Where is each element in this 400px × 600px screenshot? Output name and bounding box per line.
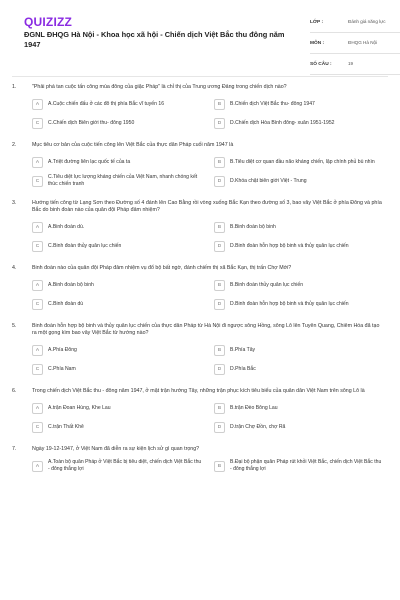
worksheet-title: ĐGNL ĐHQG Hà Nội - Khoa học xã hội - Chiến dịch Việt Bắc thu đông năm 1947 [24,30,285,49]
answer-option[interactable] [32,174,202,188]
option-letter-badge: A [32,157,43,168]
option-text: A.Binh đoàn bộ binh [48,281,94,288]
question-stem [12,142,388,149]
answer-option[interactable] [214,297,384,311]
option-text: C.Binh đoàn thủy quân lục chiến [48,242,122,249]
option-text: A.Cuộc chiến đấu ở các đô thị phía Bắc vĩ tuyến 16 [48,100,165,107]
answer-option[interactable] [214,401,384,415]
question-number: 3. [12,200,17,206]
question-item [12,446,388,473]
option-text: B.Binh đoàn thủy quân lục chiến [230,281,304,288]
question-number: 7. [12,446,17,452]
question-text: "Phải phá tan cuộc tấn công mùa đông của giặc Pháp" là chỉ thị của Trung ương Đảng trong chiến dịch nào? [32,84,287,90]
option-letter-badge: A [32,222,43,233]
question-number: 4. [12,265,17,271]
option-text: B.Tiêu diệt cơ quan đầu não kháng chiến, lập chính phủ bù nhìn [230,158,375,165]
answer-options [32,343,384,376]
answer-option[interactable] [32,420,202,434]
option-letter-badge: C [32,422,43,433]
question-item [12,388,388,434]
answer-options [32,401,384,434]
option-letter-badge: B [214,403,225,414]
option-text: A.Toàn bộ quân Pháp ở Việt Bắc bị tiêu diệt, chiến dịch Việt Bắc thu - đông thắng lợi [48,459,202,472]
meta-label: LỚP : [310,19,324,25]
answer-option[interactable] [32,97,202,111]
question-text: Hướng tiến công từ Lạng Sơn theo Đường số 4 đánh lên Cao Bằng rồi vòng xuống Bắc Kạn theo đường số 3, bao vây Việt Bắc ở phía Đông và phía Bắc do binh đoàn nào của quân đội Pháp đảm nhiệm? [32,200,382,213]
answer-options [32,278,384,311]
answer-option[interactable] [32,239,202,253]
answer-option[interactable] [32,362,202,376]
option-letter-badge: B [214,222,225,233]
option-text: C.Chiến dịch Biên giới thu- đông 1950 [48,119,135,126]
question-stem [12,200,388,214]
option-text: A.Triệt đường liên lạc quốc tế của ta [48,158,131,165]
question-text: Binh đoàn hỗn hợp bộ binh và thủy quân lục chiến của thực dân Pháp từ Hà Nội đi ngược sông Hồng, sông Lô lên Tuyên Quang, Chiêm Hóa đã tạo ra một gọng kìm bao vây Việt Bắc từ hướng nào? [32,323,380,336]
option-letter-badge: D [214,176,225,187]
question-text: Trong chiến dịch Việt Bắc thu - đông năm 1947, ở mặt trận hướng Tây, những trận phục kích tiêu biểu của quân dân Việt Nam trên sông Lô là [32,388,365,394]
option-text: B.Phía Tây [230,346,256,353]
option-letter-badge: B [214,461,225,472]
answer-option[interactable] [214,97,384,111]
answer-option[interactable] [32,401,202,415]
option-letter-badge: B [214,99,225,110]
meta-value: Đánh giá năng lực [348,19,386,24]
option-text: D.Chiến dịch Hòa Bình đông- xuân 1951-1952 [230,119,335,126]
option-letter-badge: D [214,364,225,375]
question-stem [12,446,388,453]
answer-option[interactable] [214,459,384,473]
option-letter-badge: C [32,176,43,187]
question-text: Ngày 19-12-1947, ở Việt Nam đã diễn ra sự kiện lịch sử gì quan trọng? [32,446,200,452]
option-letter-badge: C [32,118,43,129]
meta-value: ĐHQG Hà Nội [348,40,378,45]
worksheet-header [12,0,388,72]
answer-option[interactable] [32,278,202,292]
option-text: A.Phía Đông [48,346,77,353]
answer-option[interactable] [32,343,202,357]
answer-option[interactable] [214,420,384,434]
meta-row-subject [310,33,400,54]
answer-option[interactable] [214,278,384,292]
option-text: C.Tiêu diệt lực lượng kháng chiến của Việt Nam, nhanh chóng kết thúc chiến tranh [48,174,198,187]
question-text: Binh đoàn nào của quân đội Pháp đảm nhiệm vụ đổ bộ bất ngờ, đánh chiếm thị xã Bắc Kạn, thị trấn Chợ Mới? [32,265,292,271]
option-text: C.Binh đoàn dù [48,300,84,307]
question-item [12,265,388,311]
question-stem [12,84,388,91]
option-text: C.trận Thất Khê [48,423,84,430]
question-number: 1. [12,84,17,90]
option-text: B.Binh đoàn bộ binh [230,223,276,230]
answer-option[interactable] [32,116,202,130]
option-letter-badge: D [214,241,225,252]
question-item [12,323,388,376]
answer-option[interactable] [214,116,384,130]
option-text: D.Binh đoàn hỗn hợp bộ binh và thủy quân lục chiến [230,300,349,307]
question-item [12,84,388,130]
answer-option[interactable] [214,220,384,234]
option-letter-badge: C [32,299,43,310]
answer-option[interactable] [214,155,384,169]
option-text: D.trận Chợ Đồn, chợ Rã [230,423,286,430]
option-text: D.Binh đoàn hỗn hợp bộ binh và thủy quân lục chiến [230,242,349,249]
header-divider [12,76,388,77]
answer-option[interactable] [214,174,384,188]
option-letter-badge: D [214,422,225,433]
question-number: 2. [12,142,17,148]
option-letter-badge: C [32,241,43,252]
question-stem [12,323,388,337]
option-letter-badge: A [32,99,43,110]
option-letter-badge: A [32,280,43,291]
answer-options [32,220,384,253]
option-text: A.Binh đoàn dù. [48,223,85,230]
question-item [12,200,388,253]
option-text: A.trận Đoan Hùng, Khe Lau [48,404,111,411]
meta-label: MÔN : [310,40,325,46]
answer-options [32,459,384,473]
option-letter-badge: B [214,157,225,168]
option-letter-badge: A [32,345,43,356]
meta-value: 19 [348,61,354,66]
question-stem [12,265,388,272]
option-text: B.Đại bộ phận quân Pháp rút khỏi Việt Bắc, chiến dịch Việt Bắc thu - đông thắng lợi [230,459,382,472]
question-text: Mục tiêu cơ bản của cuộc tiến công lên Việt Bắc của thực dân Pháp cuối năm 1947 là [32,142,234,148]
answer-option[interactable] [214,362,384,376]
question-item [12,142,388,188]
answer-option[interactable] [32,155,202,169]
answer-option[interactable] [214,239,384,253]
option-text: B.Chiến dịch Việt Bắc thu- đông 1947 [230,100,315,107]
option-text: B.trận Đèo Bông Lau [230,404,278,411]
answer-option[interactable] [214,343,384,357]
option-letter-badge: A [32,403,43,414]
worksheet-meta [310,12,400,75]
meta-row-class [310,12,400,33]
question-stem [12,388,388,395]
option-text: D.Phía Bắc [230,365,256,372]
option-letter-badge: C [32,364,43,375]
answer-option[interactable] [32,220,202,234]
question-list [12,84,388,485]
question-number: 6. [12,388,17,394]
meta-label: SỐ CÂU : [310,61,332,67]
answer-option[interactable] [32,297,202,311]
question-number: 5. [12,323,17,329]
option-letter-badge: D [214,118,225,129]
option-letter-badge: B [214,345,225,356]
option-letter-badge: A [32,461,43,472]
option-text: C.Phía Nam [48,365,76,372]
option-text: D.Khóa chặt biên giới Việt - Trung [230,177,307,184]
meta-row-count [310,54,400,75]
quizizz-logo: QUIZIZZ [24,15,73,29]
answer-options [32,97,384,130]
answer-option[interactable] [32,459,202,473]
option-letter-badge: B [214,280,225,291]
answer-options [32,155,384,188]
option-letter-badge: D [214,299,225,310]
